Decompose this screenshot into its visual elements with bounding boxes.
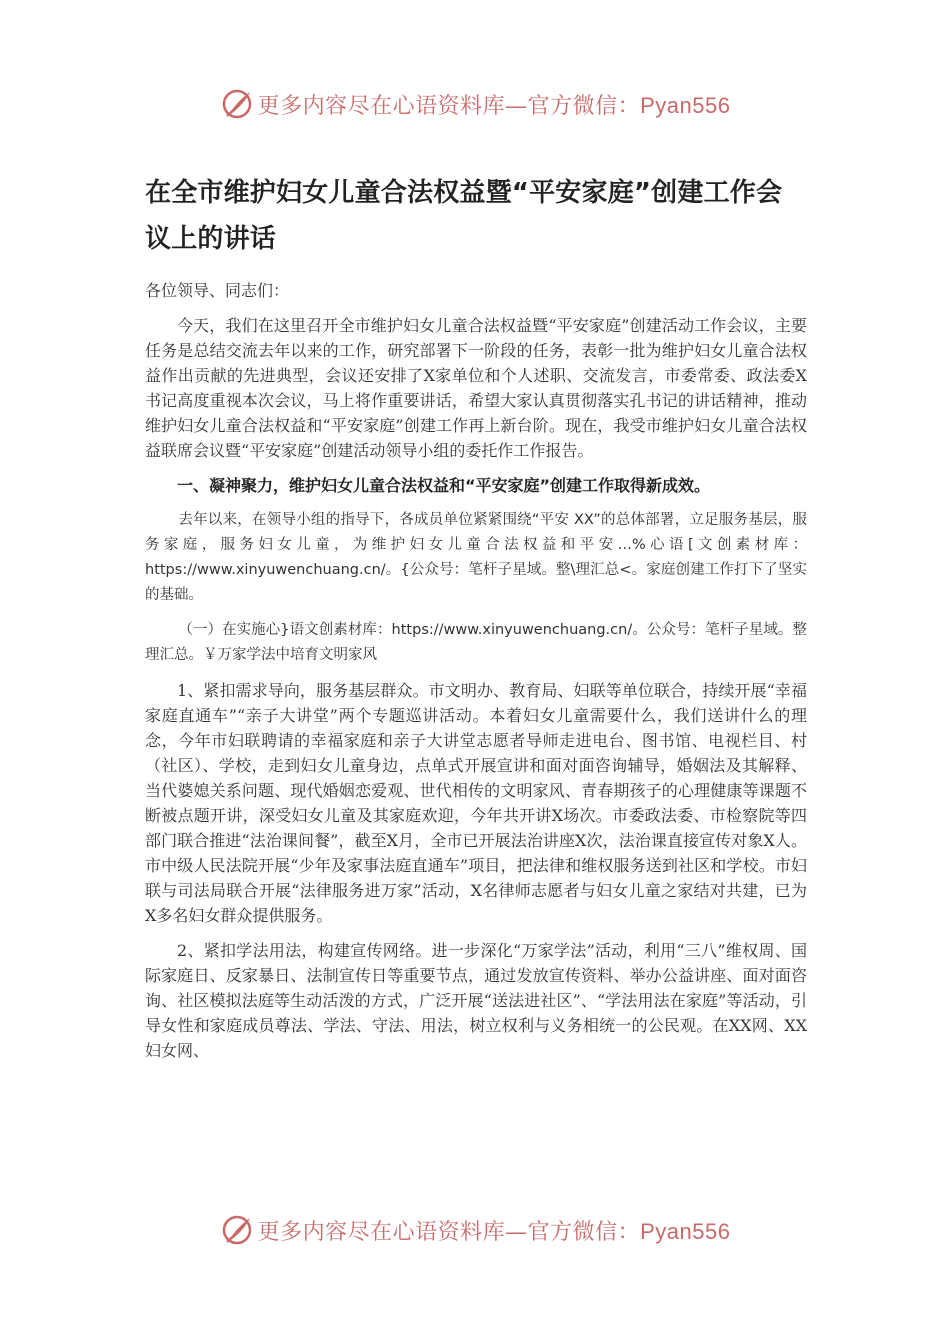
- greeting: 各位领导、同志们：: [145, 281, 290, 300]
- paragraph-3: （一）在实施心}语文创素材库：https://www.xinyuwenchuang.cn/。公众号：笔杆子星域。整理汇总。￥万家学法中培育文明家风: [145, 622, 807, 663]
- paragraph-intro: 今天，我们在这里召开全市维护妇女儿童合法权益暨“平安家庭”创建活动工作会议，主要任务是总结交流去年以来的工作，研究部署下一阶段的任务，表彰一批为维护妇女儿童合法权益作出贡献的先进典型，会议还安排了X家单位和个人述职、交流发言，市委常委、政法委X书记高度重视本次会议，马上将作重要讲话，希望大家认真贯彻落实孔书记的讲话精神，推动维护妇女儿童合法权益和“平安家庭”创建工作再上新台阶。现在，我受市维护妇女儿童合法权益联席会议暨“平安家庭”创建活动领导小组的委托作工作报告。: [145, 316, 807, 460]
- banner-text: 更多内容尽在心语资料库—官方微信：Pyan556: [257, 92, 731, 119]
- header-watermark-banner: [0, 84, 950, 124]
- document-body: [145, 170, 807, 1063]
- wechat-id: Pyan556: [640, 92, 731, 118]
- quill-pen-icon: [220, 87, 254, 121]
- paragraph-2: 去年以来，在领导小组的指导下，各成员单位紧紧围绕“平安 XX”的总体部署，立足服务基层，服务家庭，服务妇女儿童，为维护妇女儿童合法权益和平安…%心语[文创素材库：https://www.xinyuwenchuang.cn/。{公众号：笔杆子星域。整\理汇总<。家庭创建工作打下了坚实的基础。: [145, 512, 807, 603]
- quill-pen-icon: [220, 1213, 254, 1247]
- document-title: 在全市维护妇女儿童合法权益暨“平安家庭”创建工作会议上的讲话: [145, 178, 783, 254]
- paragraph-5: 2、紧扣学法用法，构建宣传网络。进一步深化“万家学法”活动，利用“三八”维权周、国际家庭日、反家暴日、法制宣传日等重要节点，通过发放宣传资料、举办公益讲座、面对面咨询、社区模拟法庭等生动活泼的方式，广泛开展“送法进社区”、“学法用法在家庭”等活动，引导女性和家庭成员尊法、学法、守法、用法，树立权利与义务相统一的公民观。在XX网、XX妇女网、: [145, 941, 807, 1060]
- section-heading-1: 一、凝神聚力，维护妇女儿童合法权益和“平安家庭”创建工作取得新成效。: [177, 476, 711, 495]
- footer-watermark-banner: [0, 1210, 950, 1250]
- wechat-id: Pyan556: [640, 1218, 731, 1244]
- paragraph-4: 1、紧扣需求导向，服务基层群众。市文明办、教育局、妇联等单位联合，持续开展“幸福家庭直通车”“亲子大讲堂”两个专题巡讲活动。本着妇女儿童需要什么，我们送讲什么的理念，今年市妇联聘请的幸福家庭和亲子大讲堂志愿者导师走进电台、图书馆、电视栏目、村（社区）、学校，走到妇女儿童身边，点单式开展宣讲和面对面咨询辅导，婚姻法及其解释、当代婆媳关系问题、现代婚姻恋爱观、世代相传的文明家风、青春期孩子的心理健康等课题不断被点题开讲，深受妇女儿童及其家庭欢迎，今年共开讲X场次。市委政法委、市检察院等四部门联合推进“法治课间餐”，截至X月，全市已开展法治讲座X次，法治课直接宣传对象X人。市中级人民法院开展“少年及家事法庭直通车”项目，把法律和维权服务送到社区和学校。市妇联与司法局联合开展“法律服务进万家”活动，X名律师志愿者与妇女儿童之家结对共建，已为X多名妇女群众提供服务。: [145, 681, 807, 925]
- banner-text: 更多内容尽在心语资料库—官方微信：Pyan556: [257, 1218, 731, 1245]
